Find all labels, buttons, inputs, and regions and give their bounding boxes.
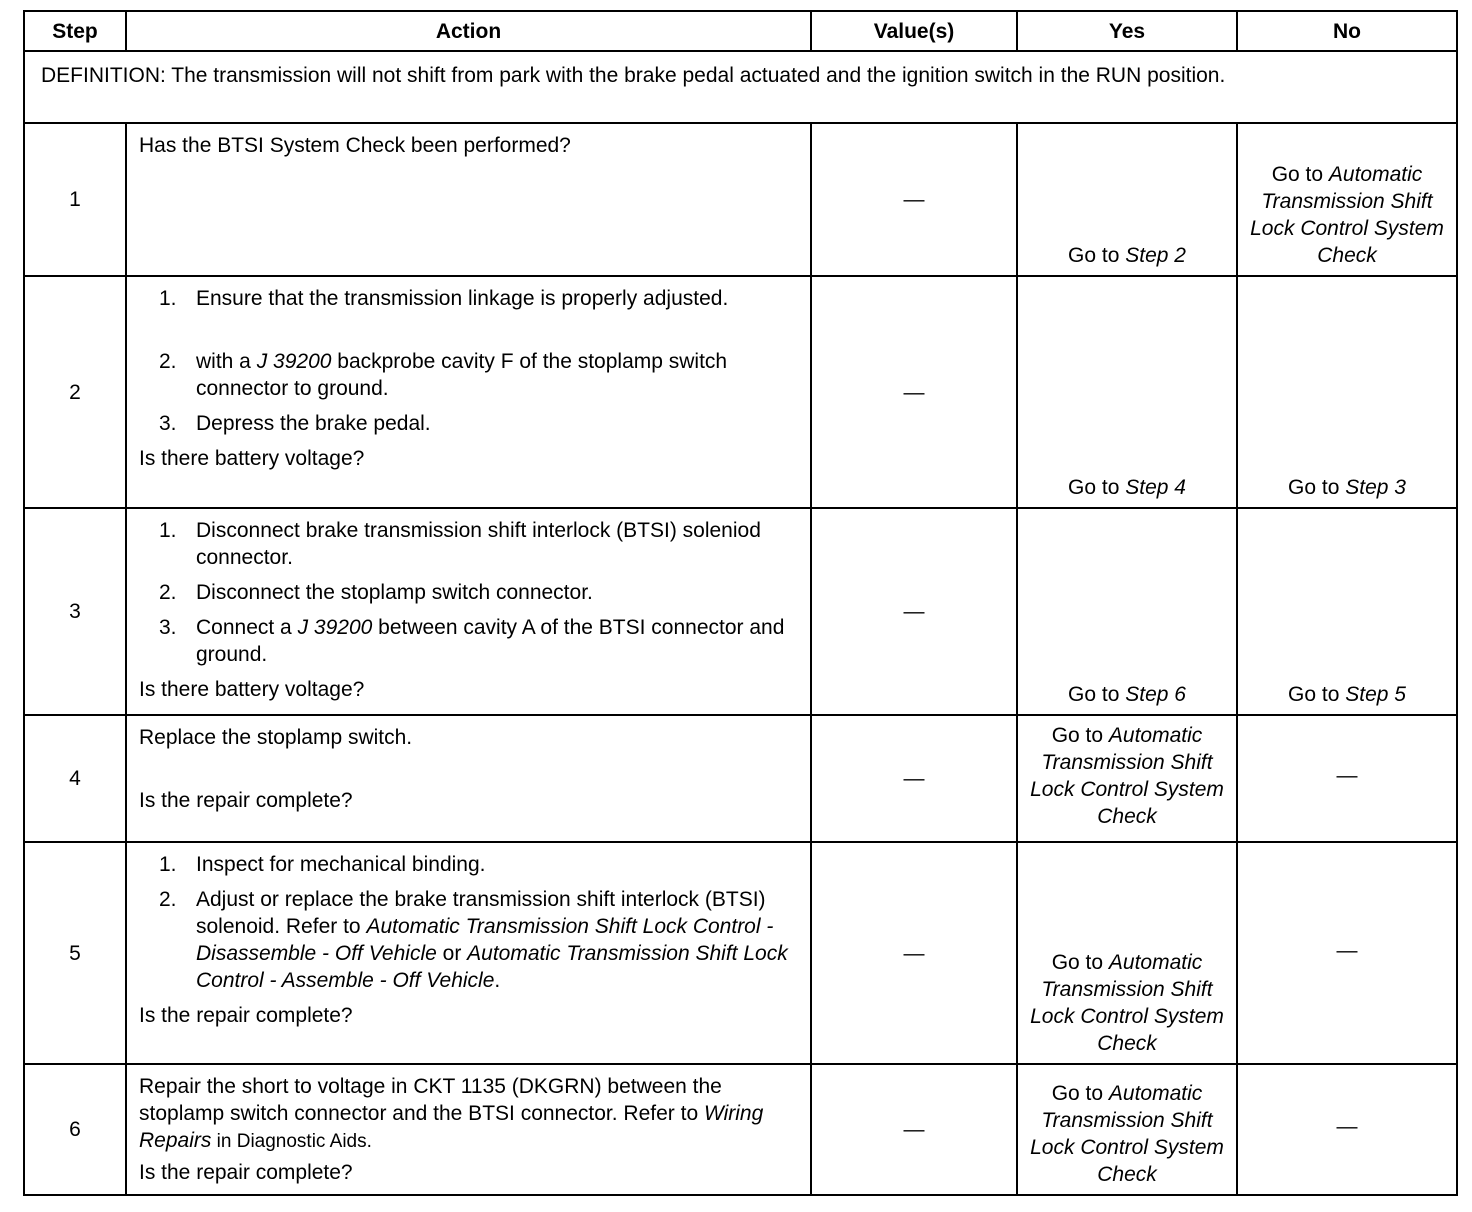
action-cell <box>126 842 811 1064</box>
no-cell: Go to Step 3 <box>1237 276 1457 508</box>
action-list <box>139 285 798 437</box>
yes-link[interactable]: Automatic Transmission Shift Lock Control System Check <box>1030 723 1224 828</box>
action-cell <box>126 1064 811 1195</box>
step-number: 4 <box>24 715 126 842</box>
no-link[interactable]: Step 5 <box>1345 683 1406 706</box>
no-cell: Go to Step 5 <box>1237 508 1457 715</box>
value-cell: — <box>811 842 1017 1064</box>
action-list <box>139 517 798 668</box>
action-cell <box>126 508 811 715</box>
no-link[interactable]: Step 3 <box>1345 476 1406 499</box>
list-item: 2. with a J 39200 backprobe cavity F of the stoplamp switch connector to ground. <box>159 350 728 400</box>
yes-cell: Go to Automatic Transmission Shift Lock Control System Check <box>1017 842 1237 1064</box>
header-action: Action <box>126 11 811 51</box>
yes-cell: Go to Automatic Transmission Shift Lock Control System Check <box>1017 715 1237 842</box>
step-number: 5 <box>24 842 126 1064</box>
table-row <box>24 508 1457 715</box>
list-item: 2. Adjust or replace the brake transmission shift interlock (BTSI) solenoid. Refer to Automatic Transmission Shift Lock Control - Disassemble - Off Vehicle or Automatic Transmission Shift Lock Control - Assemble - Off Vehicle. <box>159 888 788 992</box>
value-cell: — <box>811 1064 1017 1195</box>
header-yes: Yes <box>1017 11 1237 51</box>
table-row <box>24 276 1457 508</box>
doc-ref[interactable]: Automatic Transmission Shift Lock Control - Assemble - Off Vehicle <box>196 942 788 992</box>
step-number: 2 <box>24 276 126 508</box>
action-cell <box>126 715 811 842</box>
yes-link[interactable]: Step 2 <box>1125 244 1186 267</box>
action-text: Replace the stoplamp switch. <box>139 726 413 749</box>
no-prefix: Go to <box>1271 163 1329 186</box>
step-number: 6 <box>24 1064 126 1195</box>
question-text: Is the repair complete? <box>139 1161 353 1184</box>
yes-link[interactable]: Step 4 <box>1125 476 1186 499</box>
yes-cell: Go to Step 6 <box>1017 508 1237 715</box>
value-cell: — <box>811 276 1017 508</box>
no-cell <box>1237 123 1457 276</box>
definition-text: DEFINITION: The transmission will not shift from park with the brake pedal actuated and the ignition switch in the RUN position. <box>24 51 1457 123</box>
action-text: Has the BTSI System Check been performed? <box>139 134 571 157</box>
definition-row <box>24 51 1457 123</box>
yes-link[interactable]: Step 6 <box>1125 683 1186 706</box>
value-cell: — <box>811 508 1017 715</box>
question-text: Is there battery voltage? <box>139 678 365 701</box>
list-item: 1. Disconnect brake transmission shift interlock (BTSI) soleniod connector. <box>159 519 761 569</box>
question-text: Is the repair complete? <box>139 1004 353 1027</box>
diagnostic-table <box>23 10 1458 1196</box>
yes-link[interactable]: Automatic Transmission Shift Lock Control System Check <box>1030 951 1224 1055</box>
yes-cell <box>1017 123 1237 276</box>
list-item: 3. Depress the brake pedal. <box>159 412 431 435</box>
no-link[interactable]: Automatic Transmission Shift Lock Control System Check <box>1250 163 1444 267</box>
list-item: 3. Connect a J 39200 between cavity A of the BTSI connector and ground. <box>159 616 785 666</box>
no-cell: — <box>1237 1064 1457 1195</box>
action-cell <box>126 276 811 508</box>
action-list <box>139 851 798 994</box>
yes-link[interactable]: Automatic Transmission Shift Lock Control System Check <box>1030 1082 1224 1186</box>
question-text: Is the repair complete? <box>139 789 353 812</box>
doc-ref[interactable]: Wiring Repairs <box>139 1102 764 1152</box>
table-row <box>24 715 1457 842</box>
header-values: Value(s) <box>811 11 1017 51</box>
table-row <box>24 842 1457 1064</box>
list-item: 1. Ensure that the transmission linkage is properly adjusted. <box>159 287 729 310</box>
value-cell: — <box>811 123 1017 276</box>
list-item: 2. Disconnect the stoplamp switch connector. <box>159 581 593 604</box>
list-item: 1. Inspect for mechanical binding. <box>159 853 486 876</box>
table-row <box>24 1064 1457 1195</box>
action-text: Repair the short to voltage in CKT 1135 (DKGRN) between the stoplamp switch connector and the BTSI connector. Refer to Wiring Repairs in Diagnostic Aids. <box>139 1075 764 1152</box>
table-row <box>24 123 1457 276</box>
question-text: Is there battery voltage? <box>139 447 365 470</box>
action-cell <box>126 123 811 276</box>
header-no: No <box>1237 11 1457 51</box>
value-cell: — <box>811 715 1017 842</box>
yes-cell: Go to Step 4 <box>1017 276 1237 508</box>
no-cell: — <box>1237 715 1457 842</box>
step-number: 3 <box>24 508 126 715</box>
header-row <box>24 11 1457 51</box>
tool-ref: J 39200 <box>256 350 332 373</box>
yes-cell: Go to Automatic Transmission Shift Lock Control System Check <box>1017 1064 1237 1195</box>
yes-prefix: Go to <box>1068 244 1126 267</box>
doc-ref[interactable]: Automatic Transmission Shift Lock Control - Disassemble - Off Vehicle <box>196 915 774 965</box>
tool-ref: J 39200 <box>297 616 373 639</box>
no-cell: — <box>1237 842 1457 1064</box>
header-step: Step <box>24 11 126 51</box>
step-number: 1 <box>24 123 126 276</box>
